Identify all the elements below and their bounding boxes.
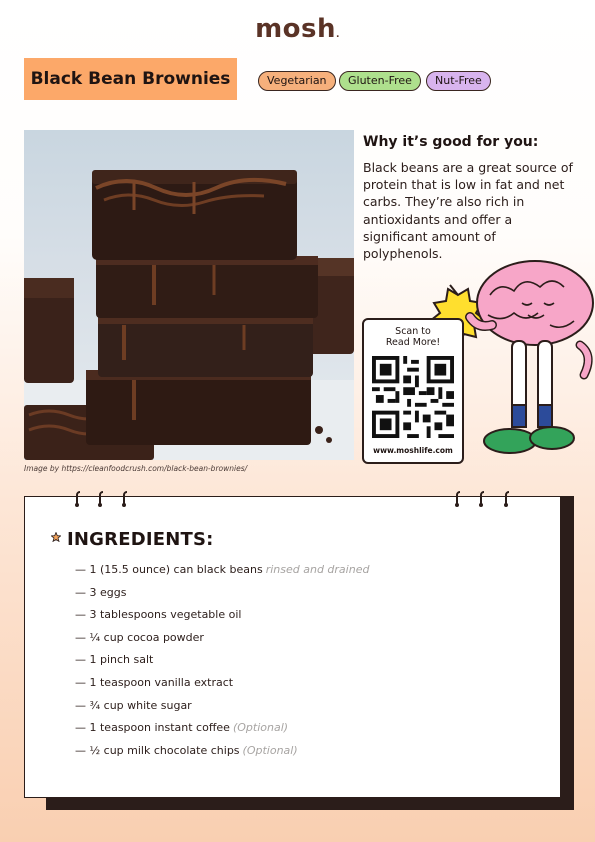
ingredients-list: [75, 561, 369, 764]
qr-label-line2: Read More!: [385, 337, 441, 348]
ingredient-item: [75, 697, 369, 720]
qr-code-icon[interactable]: [372, 356, 454, 438]
ingredient-text: — 1 teaspoon instant coffee: [75, 721, 230, 735]
ingredient-item: [75, 584, 369, 607]
ingredient-item: [75, 742, 369, 765]
ingredient-text: — 3 eggs: [75, 585, 127, 599]
ingredient-text: — 1 teaspoon vanilla extract: [75, 675, 234, 689]
ingredient-item: [75, 719, 369, 742]
ingredient-item: [75, 561, 369, 584]
why-body: Black beans are a great source of protein that is low in fat and net carbs. They’re also rich in antioxidants and offer a significant amount of polyphenols.: [363, 160, 573, 262]
ingredient-text: — 1 pinch salt: [75, 653, 154, 667]
brand-logo-dot: .: [336, 30, 340, 40]
ingredients-card: [24, 496, 561, 798]
why-heading: Why it’s good for you:: [363, 134, 539, 150]
ingredient-note: (Optional): [242, 743, 298, 757]
binder-ring-icon: [119, 489, 129, 507]
tag-gluten-free: Gluten-Free: [339, 71, 421, 91]
ingredient-note: rinsed and drained: [265, 563, 370, 576]
ingredient-text: — 1 (15.5 ounce) can black beans: [75, 563, 263, 576]
binder-ring-icon: [452, 489, 462, 507]
brownie-stack-illustration: [24, 130, 354, 460]
recipe-title: Black Bean Brownies: [24, 58, 237, 100]
binder-ring-icon: [95, 489, 105, 507]
qr-card[interactable]: [362, 318, 464, 464]
qr-label-line1: Scan to: [395, 326, 431, 337]
ingredient-item: [75, 651, 369, 674]
binder-ring-icon: [72, 489, 82, 507]
ingredient-text: — ¾ cup white sugar: [75, 698, 192, 712]
qr-label: [364, 326, 462, 348]
ingredient-text: — ¼ cup cocoa powder: [75, 630, 204, 644]
ingredient-item: [75, 674, 369, 697]
binder-ring-icon: [476, 489, 486, 507]
star-icon: [51, 532, 61, 542]
brand-logo-text: mosh: [255, 14, 337, 44]
ingredient-note: (Optional): [232, 721, 289, 735]
brand-logo: [0, 14, 595, 44]
ingredients-heading: INGREDIENTS:: [67, 529, 214, 550]
ingredient-item: [75, 629, 369, 652]
qr-url[interactable]: www.moshlife.com: [373, 446, 453, 455]
ingredient-text: — ½ cup milk chocolate chips: [75, 743, 240, 757]
binder-ring-icon: [501, 489, 511, 507]
ingredient-text: — 3 tablespoons vegetable oil: [75, 608, 242, 622]
tag-vegetarian: Vegetarian: [258, 71, 336, 91]
brownie-photo: [24, 130, 354, 460]
ingredient-item: [75, 606, 369, 629]
image-credit: Image by https://cleanfoodcrush.com/black-bean-brownies/: [24, 464, 248, 473]
tag-nut-free: Nut-Free: [426, 71, 491, 91]
